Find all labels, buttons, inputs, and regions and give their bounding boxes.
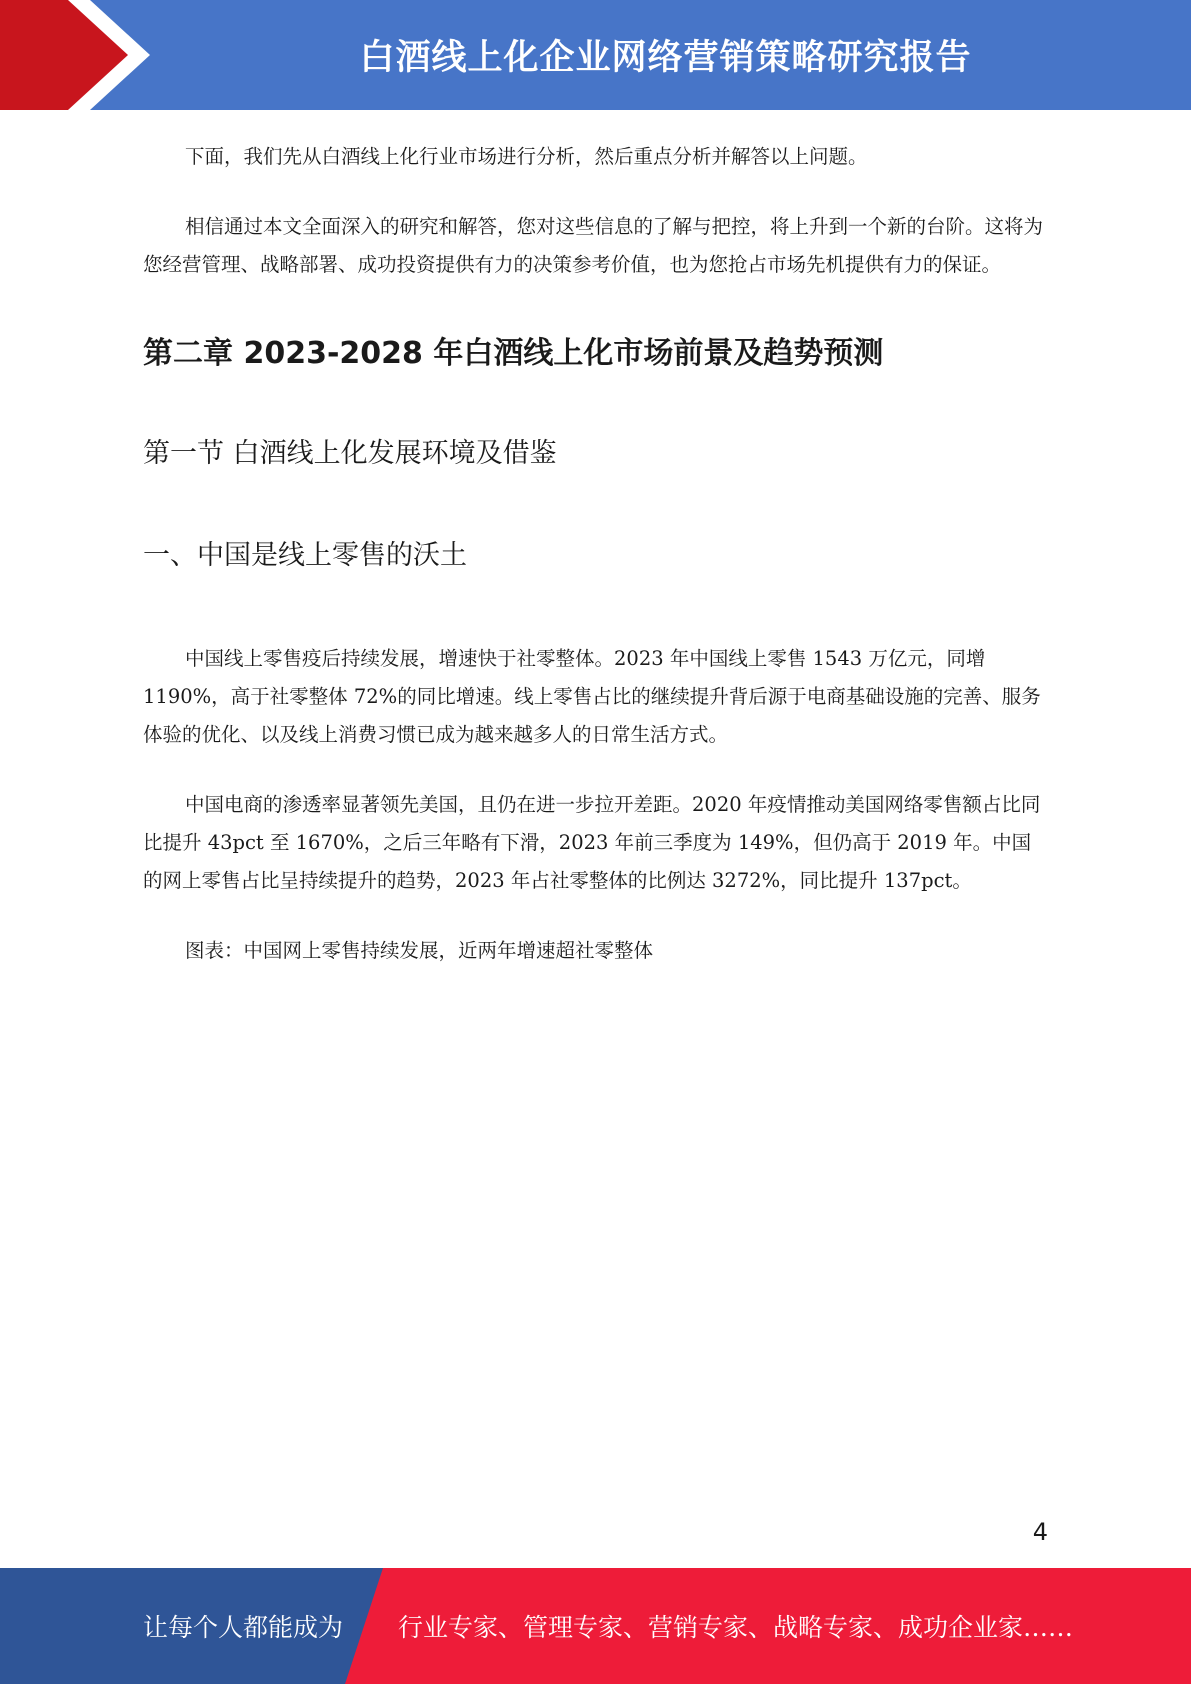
- paragraph-online-retail: 中国线上零售疫后持续发展，增速快于社零整体。2023 年中国线上零售 1543 万亿元，同增 1190%，高于社零整体 72%的同比增速。线上零售占比的继续提升背后源于电商基础设施的完善、服务体验的优化、以及线上消费习惯已成为越来越多人的日常生活方式。: [143, 647, 1041, 746]
- header-bar: [0, 0, 1191, 110]
- header-title: 白酒线上化企业网络营销策略研究报告: [359, 38, 972, 78]
- footer-slogan-right: 行业专家、管理专家、营销专家、战略专家、成功企业家……: [398, 1613, 1074, 1642]
- page-number: 4: [1032, 1518, 1048, 1546]
- footer-bar: [0, 1568, 1191, 1684]
- section-heading: 第一节 白酒线上化发展环境及借鉴: [143, 438, 557, 469]
- page-content: [143, 130, 1048, 970]
- footer-slogan-left: 让每个人都能成为: [143, 1613, 344, 1642]
- figure-caption: 图表：中国网上零售持续发展，近两年增速超社零整体: [185, 939, 654, 962]
- header-chevron-logo: [0, 0, 160, 110]
- paragraph-intro: 下面，我们先从白酒线上化行业市场进行分析，然后重点分析并解答以上问题。: [185, 145, 868, 168]
- chapter-heading: 第二章 2023-2028 年白酒线上化市场前景及趋势预测: [143, 336, 884, 371]
- subsection-heading: 一、中国是线上零售的沃土: [143, 540, 467, 571]
- paragraph-penetration: 中国电商的渗透率显著领先美国，且仍在进一步拉开差距。2020 年疫情推动美国网络零售额占比同比提升 43pct 至 1670%，之后三年略有下滑，2023 年前三季度为 149%，但仍高于 2019 年。中国的网上零售占比呈持续提升的趋势，2023 年占社零整体的比例达 3272%，同比提升 137pct。: [143, 793, 1041, 892]
- paragraph-value: 相信通过本文全面深入的研究和解答，您对这些信息的了解与把控，将上升到一个新的台阶。这将为您经营管理、战略部署、成功投资提供有力的决策参考价值，也为您抢占市场先机提供有力的保证。: [143, 215, 1044, 276]
